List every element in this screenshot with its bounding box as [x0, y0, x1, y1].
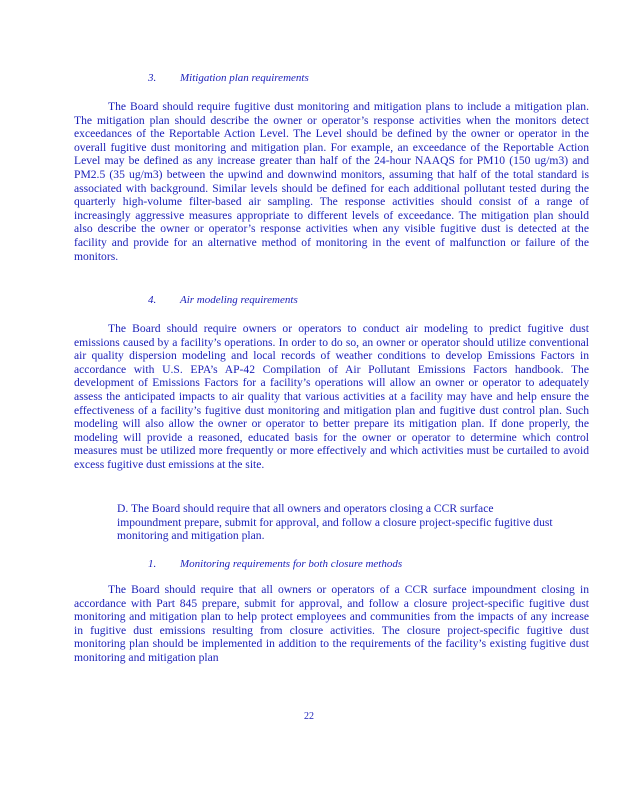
closure-monitoring-paragraph — [74, 583, 589, 665]
page-number: 22 — [304, 711, 314, 722]
section-number: 1. — [148, 558, 157, 570]
subsection-d-heading: D. The Board should require that all owners and operators closing a CCR surface impoundment prepare, submit for approval, and follow a closure project-specific fugitive dust monitoring and mitigation plan. — [117, 502, 553, 543]
section-number: 3. — [148, 72, 157, 84]
section-heading-mitigation — [148, 72, 309, 86]
paragraph-text: The Board should require owners or operators to conduct air modeling to predict fugitive dust emissions caused by a facility’s operations. In order to do so, an owner or operator should utilize conventional air quality dispersion modeling and local records of weather conditions to develop Emissions Factors in accordance with U.S. EPA’s AP-42 Compilation of Air Pollutant Emissions Factors handbook. The development of Emissions Factors for a facility’s operations will allow an owner or operator to adequately assess the anticipated impacts to air quality that various activities at a facility may have and help ensure the effectiveness of a facility’s fugitive dust monitoring and mitigation plan and fugitive dust control plan. Such modeling will also allow the owner or operator to better prepare its mitigation plan. If done properly, the modeling will provide a reasoned, educated basis for the owner or operator to determine which control measures must be utilized more frequently or more effectively and which activities must be curtailed to avoid excess fugitive dust emissions at the site. — [74, 322, 589, 471]
section-heading-air-modeling — [148, 294, 298, 308]
section-title: Air modeling requirements — [180, 294, 298, 306]
air-modeling-paragraph — [74, 322, 589, 472]
paragraph-text: The Board should require that all owners or operators of a CCR surface impoundment closing in accordance with Part 845 prepare, submit for approval, and follow a closure project-specific fugitive dust monitoring and mitigation plan to help protect employees and communities from the impacts of any increase in fugitive dust emissions resulting from closure activities. The closure project-specific fugitive dust monitoring plan should be implemented in addition to the requirements of the facility’s existing fugitive dust monitoring and mitigation plan — [74, 583, 589, 664]
section-title: Mitigation plan requirements — [180, 72, 309, 84]
paragraph-text: The Board should require fugitive dust monitoring and mitigation plans to include a mitigation plan. The mitigation plan should describe the owner or operator’s response activities when the monitors detect exceedances of the Reportable Action Level. The Level should be defined by the owner or operator in the overall fugitive dust monitoring and mitigation plan. For example, an exceedance of the Reportable Action Level may be defined as any increase greater than half of the 24-hour NAAQS for PM10 (150 ug/m3) and PM2.5 (35 ug/m3) between the upwind and downwind monitors, assuming that half of the total standard is associated with background. Similar levels should be defined for each additional pollutant tested during the quarterly high-volume filter-based air sampling. The response activities should consist of a range of increasingly aggressive measures appropriate to different levels of exceedance. The mitigation plan should also describe the owner or operator’s response activities when any visible fugitive dust is detected at the facility and provide for an alternative method of monitoring in the event of malfunction or failure of the monitors. — [74, 100, 589, 263]
section-title: Monitoring requirements for both closure methods — [180, 558, 403, 570]
mitigation-paragraph — [74, 100, 589, 263]
section-heading-closure-monitoring — [148, 558, 402, 572]
section-number: 4. — [148, 294, 157, 306]
